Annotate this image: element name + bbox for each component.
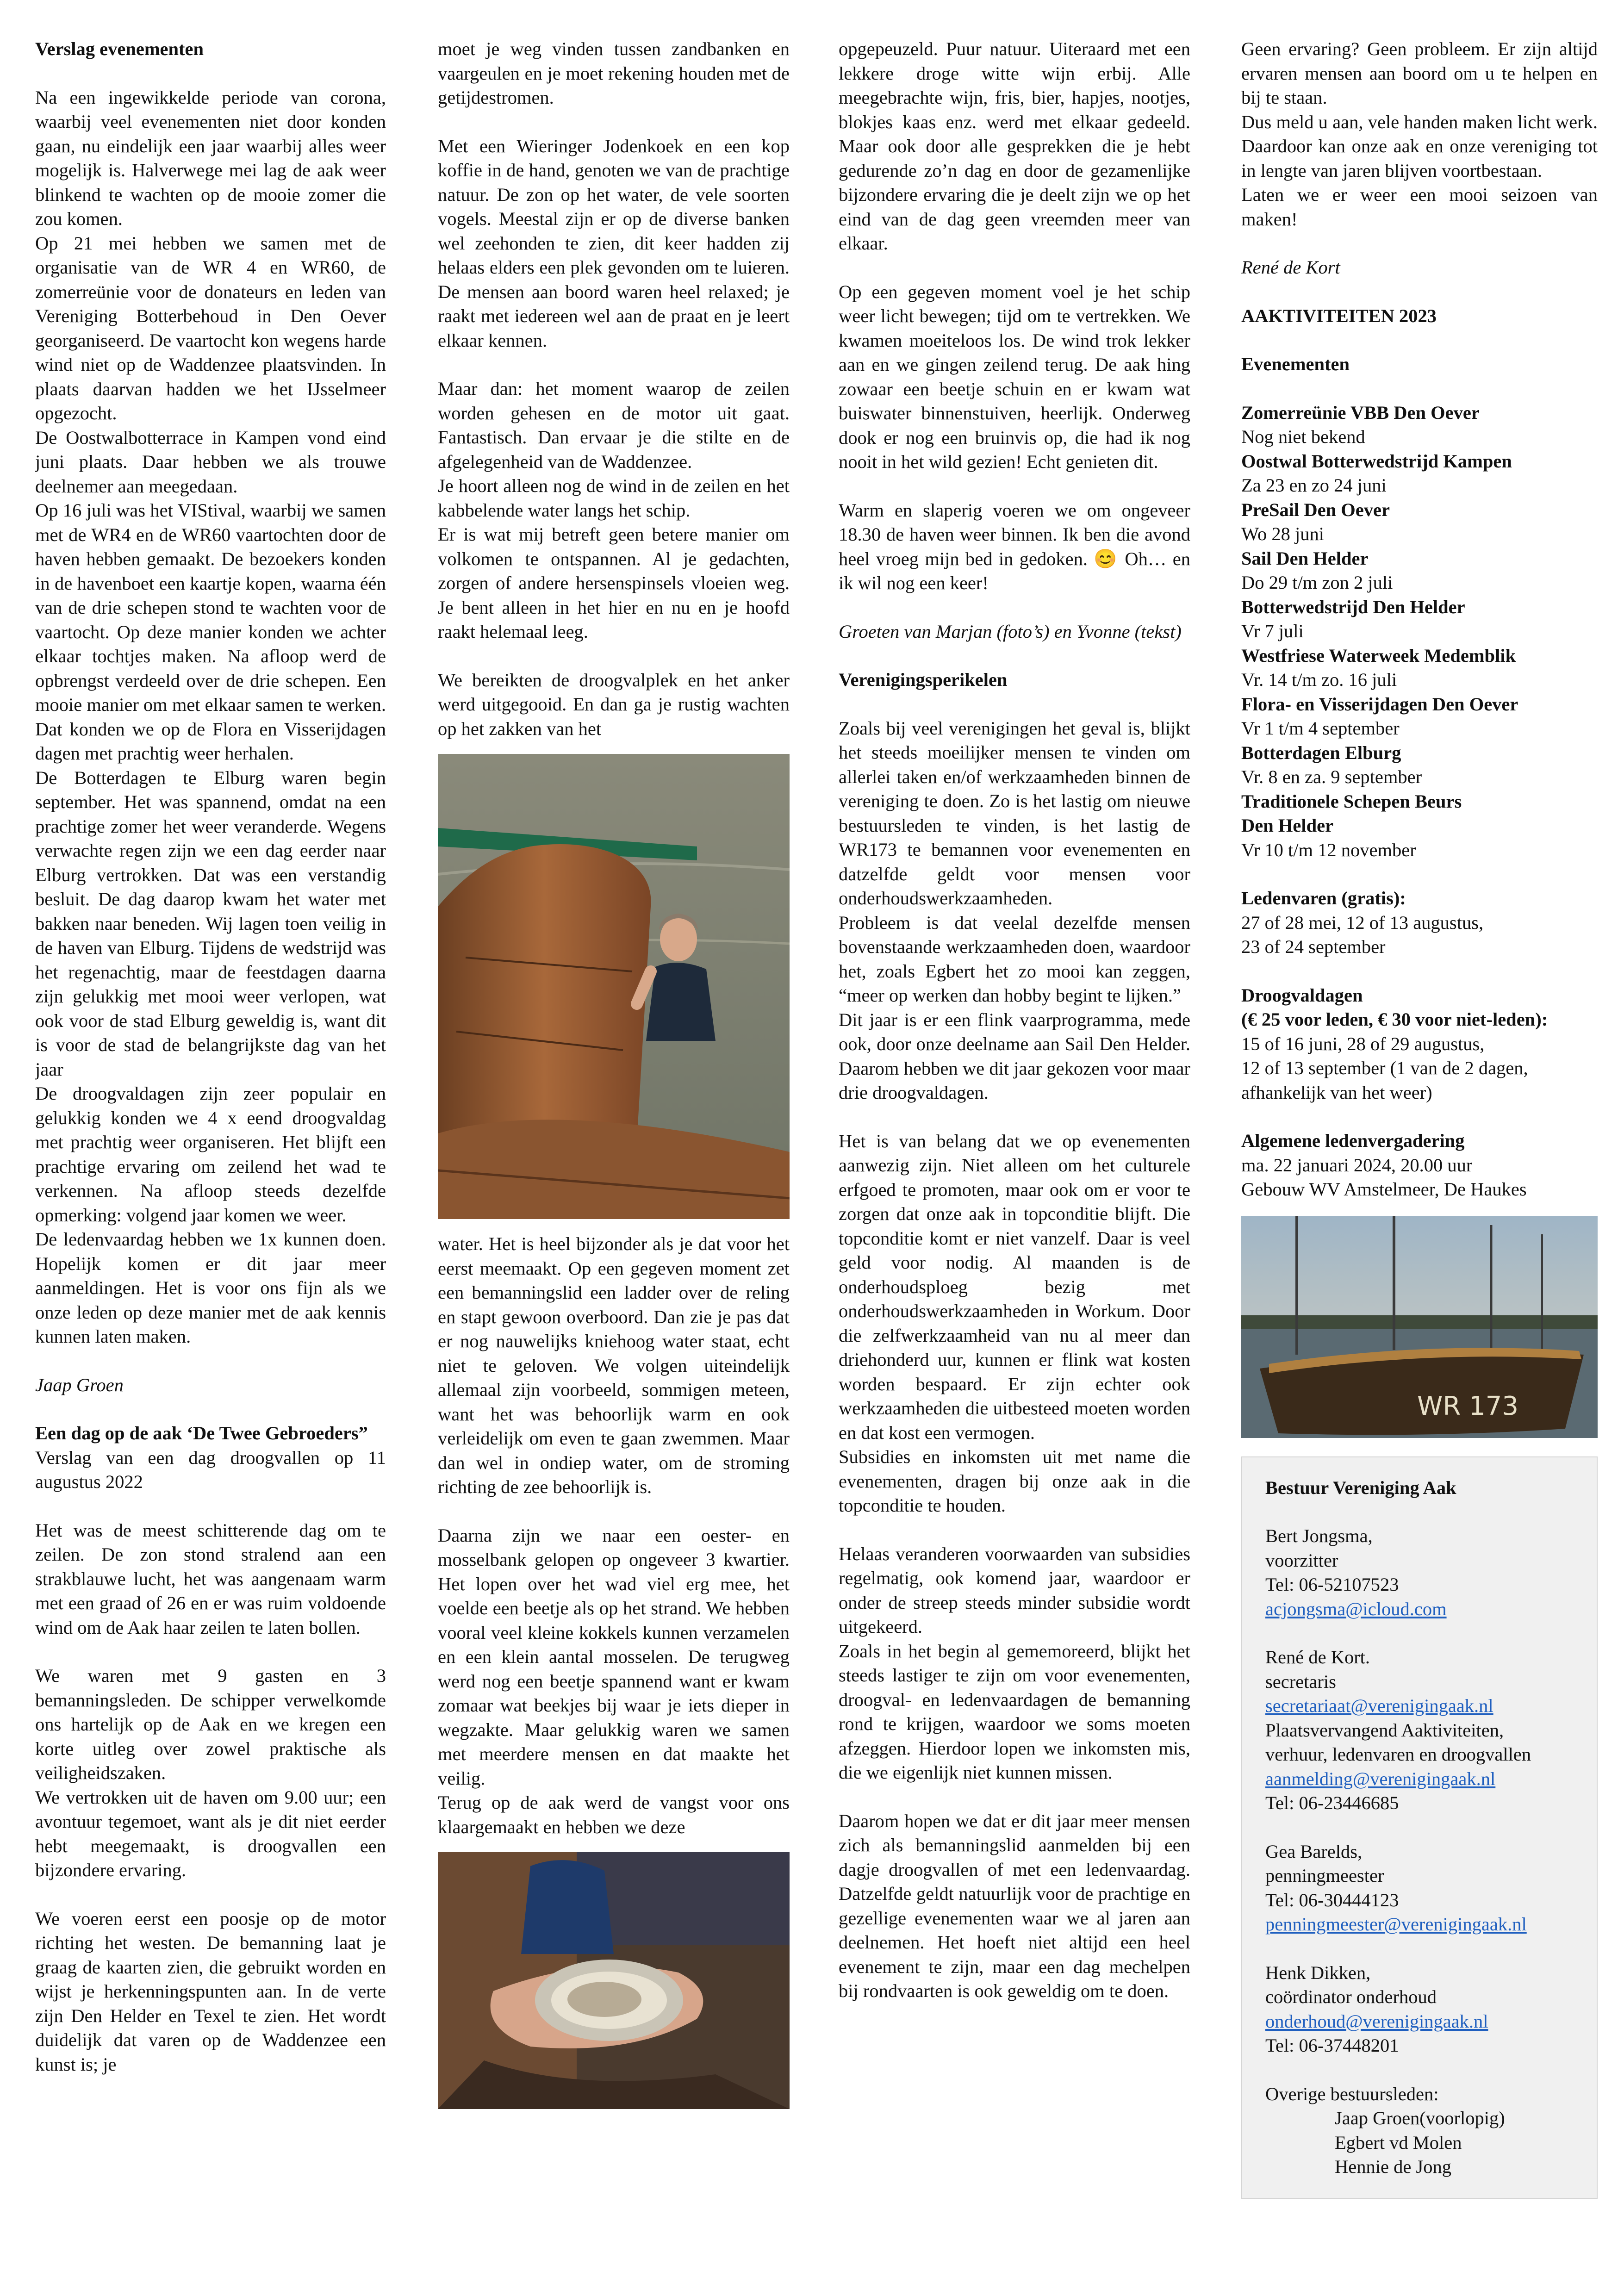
alv-location: Gebouw WV Amstelmeer, De Haukes [1241,1179,1527,1200]
subtitle: Verslag van een dag droogvallen op 11 augustus 2022 [35,1447,386,1492]
paragraph: De Oostwalbotterrace in Kampen vond eind juni plaats. Daar hebben we als trouwe deelnemer aan meegedaan. [35,427,386,497]
member-name: René de Kort. [1265,1647,1370,1668]
droogvaldagen-block [1241,983,1598,1105]
alv-block [1241,1129,1598,1202]
paragraph: De Botterdagen te Elburg waren begin september. Het was spannend, omdat na een prachtige zomer het weer veranderde. Wegens verwachte regen zijn we een dag eerder naar Elburg vertrokken. Dat was een verstandig besluit. De dag daarop kwam het water met bakken naar beneden. Wij lagen toen veilig in de haven van Elburg. Tijdens de wedstrijd was het regenachtig, maar de feestdagen daarna zijn gelukkig met mooi weer verlopen, wat ook voor de stad Elburg geweldig is, want dit is voor de stad de belangrijkste dag van het jaar [35,767,386,1080]
member-role: penningmeester [1265,1865,1384,1886]
member-role: verhuur, ledenvaren en droogvallen [1265,1744,1531,1765]
paragraph: We waren met 9 gasten en 3 bemanningsleden. De schipper verwelkomde ons hartelijk op de Aak en we kregen een korte uitleg over zowel praktische als veiligheidszaken. [35,1665,386,1783]
board-member [1265,1840,1578,1937]
event-name: Botterdagen Elburg [1241,742,1401,763]
droogvaldagen-note: afhankelijk van het weer) [1241,1082,1432,1103]
paragraph: We voeren eerst een poosje op de motor richting het westen. De bemanning laat je graag de kaarten zien, die gebruikt worden en wijst je herkenningspunten aan. In de verte zijn Den Helder en Texel te zien. Het wordt duidelijk dat varen op de Waddenzee een kunst is; je [35,1908,386,2075]
event-name: Sail Den Helder [1241,548,1369,569]
member-email-link[interactable]: acjongsma@icloud.com [1265,1598,1447,1619]
member-phone: Tel: 06-23446685 [1265,1792,1399,1813]
other-member: Hennie de Jong [1335,2156,1451,2177]
photo-oyster-in-hand [438,1852,790,2109]
paragraph: De droogvaldagen zijn zeer populair en gelukkig konden we 4 x eend droogvaldag met prachtig weer organiseren. Het blijft een prachtige ervaring om zeilend het wad te verkennen. Na afloop steeds dezelfde opmerking: volgend jaar komen we weer. [35,1083,386,1226]
alv-date: ma. 22 januari 2024, 20.00 uur [1241,1154,1473,1176]
photo-boat-wr173 [1241,1216,1598,1438]
paragraph: Subsidies en inkomsten uit met name die evenementen, dragen bij onze aak in die topconditie te houden. [839,1446,1190,1516]
event-date: Vr 10 t/m 12 november [1241,839,1416,860]
photo-woman-in-water [438,754,790,1219]
member-phone: Tel: 06-30444123 [1265,1889,1399,1910]
member-name: Henk Dikken, [1265,1962,1371,1983]
other-board-members [1265,2082,1578,2179]
droogvaldagen-heading: Droogvaldagen [1241,984,1363,1006]
paragraph: Daarom hopen we dat er dit jaar meer mensen zich als bemanningslid aanmelden bij een dagje droogvallen of met een ledenvaardag. Datzelfde geldt natuurlijk voor de prachtige en gezellige evenementen waar we al jaren aan deelnemen. Het hoeft niet altijd een heel evenement te zijn, maar een dag mechelpen bij rondvaarten is ook geweldig om te doen. [839,1810,1190,2001]
board-box [1241,1456,1598,2199]
alv-heading: Algemene ledenvergadering [1241,1130,1465,1151]
member-email-link[interactable]: penningmeester@verenigingaak.nl [1265,1914,1527,1935]
member-email-link[interactable]: secretariaat@verenigingaak.nl [1265,1695,1493,1716]
droogvaldagen-dates: 15 of 16 juni, 28 of 29 augustus, [1241,1033,1485,1054]
board-member [1265,1961,1578,2058]
paragraph: Je hoort alleen nog de wind in de zeilen en het kabbelende water langs het schip. [438,475,790,521]
paragraph: Op een gegeven moment voel je het schip weer licht bewegen; tijd om te vertrekken. We kwamen moeiteloos los. De wind trok lekker aan en we gingen zeilend terug. De aak hing zowaar een beetje schuin en er kwam wat buiswater binnenstuiven, heerlijk. Onderweg dook er nog een bruinvis op, die had ik nog nooit in het wild gezien! Echt genieten dit. [839,281,1190,472]
event-name: Oostwal Botterwedstrijd Kampen [1241,450,1512,472]
paragraph: Zoals in het begin al gememoreerd, blijkt het steeds lastiger te zijn om voor evenementen, droogval- en ledenvaardagen de bemanning rond te krijgen, waardoor we soms moeten afzeggen. Hierdoor lopen we inkomsten mis, die we eigenlijk niet kunnen missen. [839,1640,1190,1783]
paragraph: Na een ingewikkelde periode van corona, waarbij veel evenementen niet door konden gaan, nu eindelijk een jaar waarbij alles weer mogelijk is. Halverwege mei lag de aak weer blinkend te wachten op de mooie zomer die zou komen. [35,87,386,229]
other-member: Jaap Groen(voorlopig) [1335,2108,1505,2128]
event-name: Zomerreünie VBB Den Oever [1241,402,1480,423]
paragraph: Warm en slaperig voeren we om ongeveer 18.30 de haven weer binnen. Ik ben die avond heel vroeg mijn bed in gedoken. 😊 Oh… en ik wil nog een keer! [839,499,1190,593]
member-email-link[interactable]: aanmelding@verenigingaak.nl [1265,1768,1496,1789]
ledenvaren-block [1241,886,1598,959]
paragraph: Daarna zijn we naar een oester- en mosselbank gelopen op ongeveer 3 kwartier. Het lopen over het wad viel erg mee, het voelde een beetje als op het strand. We hebben vooral veel kleine kokkels kunnen verzamelen en een klein aantal mosselen. De terugweg werd nog een beetje spannend want er kwam zomaar wat beekjes bij waar je iets dieper in wegzakte. Maar gelukkig waren we samen met meerdere mensen en dat maakte het veilig. [438,1524,790,1789]
heading-aaktiviteiten-2023: AAKTIVITEITEN 2023 [1241,305,1437,326]
member-name: Bert Jongsma, [1265,1525,1373,1546]
event-date: Vr. 8 en za. 9 september [1241,766,1422,787]
heading-verenigingsperikelen: Verenigingsperikelen [839,669,1008,690]
member-role: coördinator onderhoud [1265,1986,1437,2007]
event-date: Nog niet bekend [1241,426,1365,447]
column-1 [35,37,386,2272]
paragraph: Geen ervaring? Geen probleem. Er zijn altijd ervaren mensen aan boord om u te helpen en bij te staan. [1241,38,1598,108]
event-date: Vr 1 t/m 4 september [1241,718,1400,739]
member-role: voorzitter [1265,1549,1338,1571]
event-date: Vr 7 juli [1241,621,1304,641]
paragraph: Met een Wieringer Jodenkoek en een kop koffie in de hand, genoten we van de prachtige natuur. De zon op het water, de vele soorten vogels. Meestal zijn er op de diverse banken wel zeehonden te zien, dit keer hadden zij helaas elders een plek gevonden om te luieren. De mensen aan boord waren heel relaxed; je raakt met iedereen wel aan de praat en je leert elkaar kennen. [438,135,790,351]
heading-een-dag-op-de-aak: Een dag op de aak ‘De Twee Gebroeders” [35,1423,368,1444]
event-name: Botterwedstrijd Den Helder [1241,596,1465,617]
paragraph: We bereikten de droogvalplek en het anker werd uitgegooid. En dan ga je rustig wachten op het zakken van het [438,669,790,739]
signature-jaap-groen: Jaap Groen [35,1374,124,1395]
member-name: Gea Barelds, [1265,1841,1363,1862]
paragraph: Op 21 mei hebben we samen met de organisatie van de WR 4 en WR60, de zomerreünie voor de donateurs en leden van Vereniging Botterbehoud in Den Oever georganiseerd. De vaartocht kon wegens harde wind niet op de Waddenzee plaatsvinden. In plaats daarvan hadden we het IJsselmeer opgezocht. [35,232,386,423]
ledenvaren-dates: 27 of 28 mei, 12 of 13 augustus, [1241,912,1484,933]
boat-hull-text: WR 173 [1417,1391,1518,1421]
column-4 [1241,37,1598,2272]
paragraph: Er is wat mij betreft geen betere manier om volkomen te ontspannen. Al je gedachten, zorgen of andere hersenspinsels vloeien weg. Je bent alleen in het hier en nu en je hoofd raakt helemaal leeg. [438,524,790,642]
event-name: Traditionele Schepen Beurs [1241,790,1462,812]
member-role: Plaatsvervangend Aaktiviteiten, [1265,1719,1504,1741]
event-name: Westfriese Waterweek Medemblik [1241,645,1516,666]
signature-marjan-yvonne: Groeten van Marjan (foto’s) en Yvonne (tekst) [839,621,1182,642]
board-member [1265,1645,1578,1816]
paragraph: opgepeuzeld. Puur natuur. Uiteraard met een lekkere droge witte wijn erbij. Alle meegebrachte wijn, fris, bier, hapjes, nootjes, blokjes kaas enz. werd met elkaar gedeeld. Maar ook door alle gesprekken die je hebt gedurende zo’n dag en door de gezamenlijke bijzondere ervaring die je deelt zijn we op het eind van de dag geen vreemden meer van elkaar. [839,38,1190,254]
paragraph: Helaas veranderen voorwaarden van subsidies regelmatig, ook komend jaar, waardoor er onder de streep steeds minder subsidie wordt uitgekeerd. [839,1543,1190,1637]
heading-evenementen: Evenementen [1241,354,1350,374]
paragraph: Dit jaar is er een flink vaarprogramma, mede ook, door onze deelname aan Sail Den Helder. Daarom hebben we dit jaar gekozen voor maar drie droogvaldagen. [839,1009,1190,1103]
other-members-heading: Overige bestuursleden: [1265,2083,1439,2104]
paragraph: Dus meld u aan, vele handen maken licht werk. Daardoor kan onze aak en onze vereniging tot in lengte van jaren blijven voortbestaan. [1241,111,1598,181]
other-member: Egbert vd Molen [1335,2132,1462,2153]
paragraph: Probleem is dat veelal dezelfde mensen bovenstaande werkzaamheden doen, waardoor het, zoals Egbert het zo mooi kan zeggen, “meer op werken dan hobby begint te lijken.” [839,912,1190,1006]
member-email-link[interactable]: onderhoud@verenigingaak.nl [1265,2010,1488,2032]
event-date: Vr. 14 t/m zo. 16 juli [1241,669,1397,690]
column-2 [438,37,790,2272]
event-date: Za 23 en zo 24 juni [1241,475,1387,496]
heading-verslag-evenementen: Verslag evenementen [35,38,204,59]
paragraph: Het is van belang dat we op evenementen aanwezig zijn. Niet alleen om het culturele erfgoed te promoten, maar ook om er voor te zorgen dat onze aak in topconditie blijft. Die topconditie komt er niet vanzelf. Daar is veel geld voor nodig. Al maanden is de onderhoudsploeg bezig met onderhoudswerkzaamheden in Workum. Door die zelfwerkzaamheid van nu al meer dan driehonderd uur, kunnen er flink wat kosten worden bespaard. Er zijn echter ook werkzaamheden die uitbesteed moeten worden en dat kost een vermogen. [839,1130,1190,1443]
member-phone: Tel: 06-52107523 [1265,1574,1399,1595]
event-date: Do 29 t/m zon 2 juli [1241,572,1393,593]
signature-rene-de-kort: René de Kort [1241,257,1340,278]
column-3 [839,37,1190,2272]
event-date: Wo 28 juni [1241,523,1324,544]
board-member [1265,1524,1578,1621]
droogvaldagen-dates: 12 of 13 september (1 van de 2 dagen, [1241,1058,1528,1078]
paragraph: We vertrokken uit de haven om 9.00 uur; een avontuur tegemoet, want als je dit niet eerder hebt meegemaakt, is droogvallen een bijzondere ervaring. [35,1786,386,1880]
board-title: Bestuur Vereniging Aak [1265,1477,1456,1498]
droogvaldagen-prices: (€ 25 voor leden, € 30 voor niet-leden): [1241,1009,1548,1030]
paragraph: Zoals bij veel verenigingen het geval is, blijkt het steeds moeilijker mensen te vinden om allerlei taken en/of werkzaamheden binnen de vereniging te doen. Zo is het lastig om nieuwe bestuursleden te vinden, is het lastig de WR173 te bemannen voor evenementen en datzelfde geldt voor mensen voor onderhoudswerkzaamheden. [839,717,1190,908]
paragraph: Op 16 juli was het VIStival, waarbij we samen met de WR4 en de WR60 vaartochten door de haven hebben gemaakt. De bezoekers konden in de havenboet een kaartje kopen, waarna één van de drie schepen stond te wachten voor de vaartocht. Op deze manier konden we achter elkaar tochtjes maken. Na afloop werd de opbrengst verdeeld over de drie schepen. Een mooie manier om met elkaar samen te werken. Dat konden we op de Flora en Visserijdagen dagen met prachtig weer herhalen. [35,500,386,764]
event-name: Flora- en Visserijdagen Den Oever [1241,693,1518,715]
events-list [1241,401,1598,863]
paragraph: moet je weg vinden tussen zandbanken en vaargeulen en je moet rekening houden met de getijdestromen. [438,38,790,108]
ledenvaren-dates: 23 of 24 september [1241,936,1386,957]
ledenvaren-heading: Ledenvaren (gratis): [1241,888,1406,908]
event-name: Den Helder [1241,815,1334,836]
event-name: PreSail Den Oever [1241,499,1390,520]
paragraph: Maar dan: het moment waarop de zeilen worden gehesen en de motor uit gaat. Fantastisch. Dan ervaar je die stilte en de afgelegenheid van de Waddenzee. [438,378,790,472]
paragraph: Het was de meest schitterende dag om te zeilen. De zon stond stralend aan een strakblauwe lucht, het was aangenaam warm met een graad of 26 en er was ruim voldoende wind om de Aak haar zeilen te laten bollen. [35,1519,386,1638]
member-phone: Tel: 06-37448201 [1265,2035,1399,2056]
paragraph: De ledenvaardag hebben we 1x kunnen doen. Hopelijk komen er dit jaar meer aanmeldingen. Het is voor ons fijn als we onze leden op deze manier met de aak kennis kunnen laten maken. [35,1229,386,1347]
member-role: secretaris [1265,1671,1336,1692]
paragraph: water. Het is heel bijzonder als je dat voor het eerst meemaakt. Op een gegeven moment zet een bemanningslid een ladder over de reling en stapt gewoon overboord. Dan zie je pas dat er nog nauwelijks kniehoog water staat, echt niet te geloven. We volgen uiteindelijk allemaal zijn voorbeeld, sommigen meteen, want het was behoorlijk warm en ook verleidelijk om even te gaan zwemmen. Maar dan wel in ondiep water, om de stroming richting de zee behoorlijk is. [438,1233,790,1497]
paragraph: Terug op de aak werd de vangst voor ons klaargemaakt en hebben we deze [438,1792,790,1837]
paragraph: Laten we er weer een mooi seizoen van maken! [1241,184,1598,230]
